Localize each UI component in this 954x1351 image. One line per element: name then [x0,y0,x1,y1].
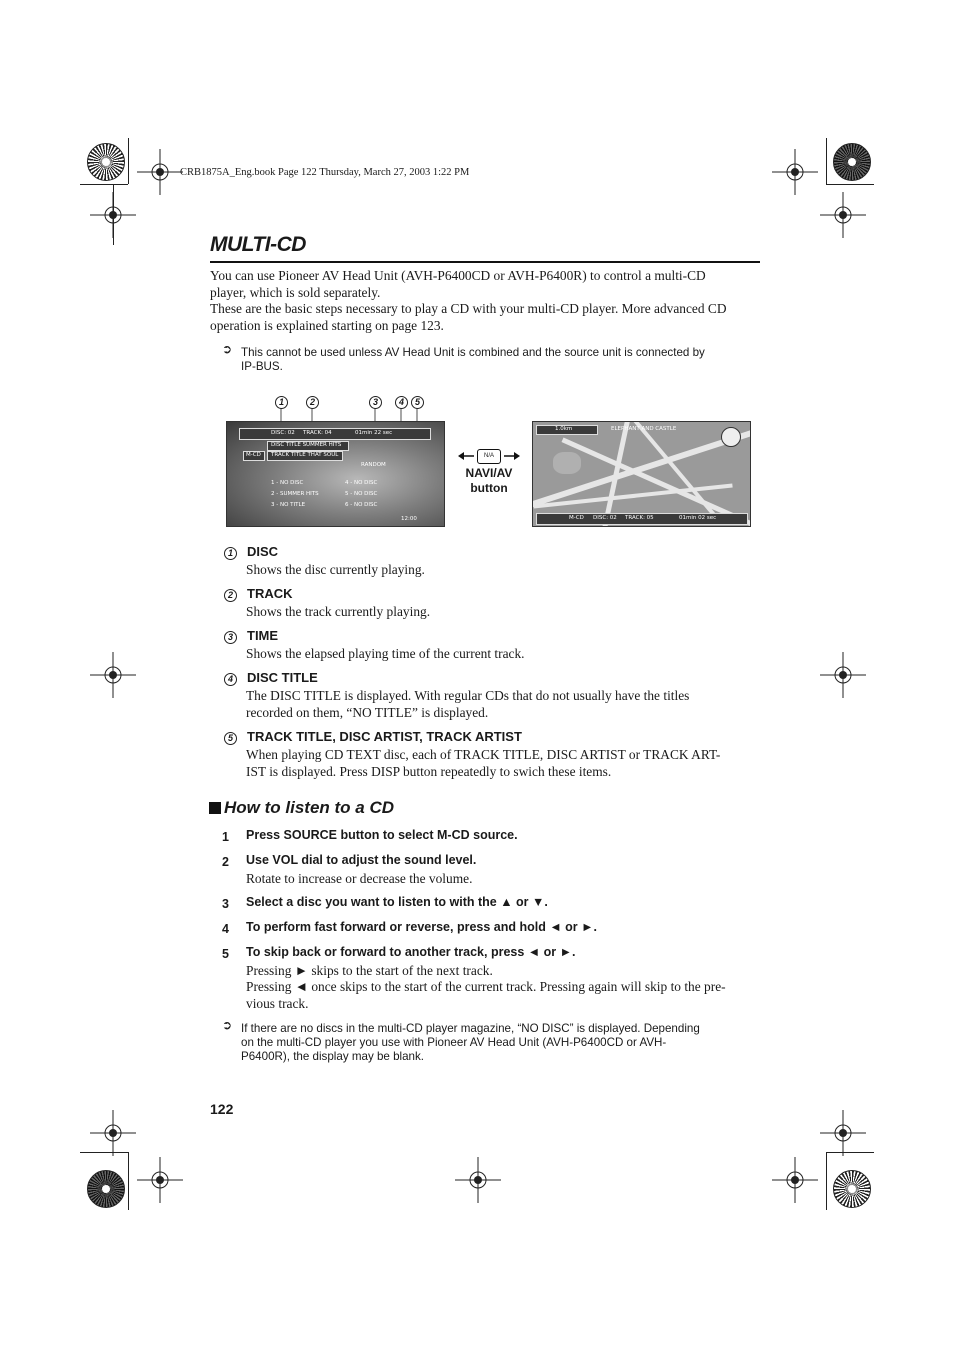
status-bar [239,428,431,440]
callout-4: 4 [395,396,408,409]
title-rule [210,261,760,263]
step-item [222,895,548,913]
note-line: P6400R), the display may be blank. [241,1050,425,1063]
registration-sunburst-icon [833,1170,871,1208]
intro-line: operation is explained starting on page 123. [210,317,444,333]
registration-sunburst-icon [87,1170,125,1208]
intro-line: You can use Pioneer AV Head Unit (AVH-P6400CD or AVH-P6400R) to control a multi-CD [210,268,706,283]
item-number: 3 [224,631,237,644]
step-number: 5 [222,947,229,961]
subsection-heading [209,798,394,818]
registration-sunburst-icon [87,143,125,181]
time-readout: 01min 22 sec [355,430,393,436]
description-item [224,669,766,721]
crosshair-mark-icon [820,192,866,238]
step-detail: Pressing ► skips to the start of the next track. [246,963,493,978]
random-readout: RANDOM [361,462,386,468]
note-line: This cannot be used unless AV Head Unit is combined and the source unit is connected by [241,346,705,359]
place-readout: ELEPHANT AND CASTLE [611,426,677,432]
item-description: IST is displayed. Press DISP button repeatedly to swich these items. [246,764,612,779]
crosshair-mark-icon [90,1110,136,1156]
item-heading: DISC [247,544,279,559]
crosshair-mark-icon [137,1157,183,1203]
step-item [222,828,518,846]
navi-av-button-icon: N/A [477,449,501,464]
item-description: When playing CD TEXT disc, each of TRACK TITLE, DISC ARTIST or TRACK ART- [246,747,721,762]
source-readout: M-CD [246,452,261,458]
crosshair-mark-icon [90,652,136,698]
crosshair-mark-icon [772,149,818,195]
step-item [222,945,726,1011]
step-item [222,920,597,938]
compass-icon [721,427,741,447]
crop-line [128,1152,129,1210]
item-heading: TRACK TITLE, DISC ARTIST, TRACK ARTIST [247,729,522,744]
item-number: 1 [224,547,237,560]
step-number: 3 [222,897,229,911]
step-item [222,853,477,886]
disc-title-readout: DISC TITLE SUMMER HITS [271,442,342,448]
step-detail: vious track. [246,996,309,1011]
crosshair-mark-icon [772,1157,818,1203]
item-description: Shows the disc currently playing. [246,562,425,577]
disc-list-item: 4 - NO DISC [345,480,378,486]
mcd-screen [226,421,445,527]
step-text: Use VOL dial to adjust the sound level. [246,853,477,867]
callout-3: 3 [369,396,382,409]
item-number: 4 [224,673,237,686]
track-readout: TRACK: 04 [303,430,332,436]
note-arrow-icon: ➲ [222,342,233,356]
item-description: Shows the elapsed playing time of the current track. [246,646,525,661]
step-number: 1 [222,830,229,844]
item-number: 5 [224,732,237,745]
disc-list-item: 1 - NO DISC [271,480,304,486]
description-item [224,543,425,578]
navi-av-label-line: NAVI/AV [465,466,513,480]
step-text: To skip back or forward to another track, press ◄ or ►. [246,945,576,959]
scale-readout: 1.0km [555,426,573,432]
step-number: 4 [222,922,229,936]
step-detail: Pressing ◄ once skips to the start of the current track. Pressing again will skip to the pre- [246,979,726,994]
map-track-readout: TRACK: 05 [625,515,654,521]
page-title: MULTI-CD [210,233,306,256]
disc-list-item: 5 - NO DISC [345,491,378,497]
map-time-readout: 01min 02 sec [679,515,717,521]
map-disc-readout: DISC: 02 [593,515,617,521]
clock-readout: 12:00 [401,516,417,522]
note-no-disc [241,1022,766,1064]
crop-line [826,138,827,184]
item-description: Shows the track currently playing. [246,604,431,619]
intro-line: player, which is sold separately. [210,284,381,300]
crop-line [826,1152,827,1210]
navi-av-label [458,466,520,495]
note-line: on the multi-CD player you use with Pioneer AV Head Unit (AVH-P6400CD or AVH- [241,1036,667,1049]
callout-5: 5 [411,396,424,409]
note-ipbus [241,346,766,374]
item-number: 2 [224,589,237,602]
crosshair-mark-icon [137,149,183,195]
crop-line [826,184,874,185]
step-number: 2 [222,855,229,869]
note-line: IP-BUS. [241,360,283,373]
square-bullet-icon [209,802,221,814]
map-park [553,452,581,474]
crop-line [80,184,128,185]
crosshair-mark-icon [820,1110,866,1156]
item-heading: TIME [247,628,279,643]
intro-paragraph [210,268,770,334]
map-screen [532,421,751,527]
crop-line [128,138,129,184]
crosshair-mark-icon [90,192,136,238]
item-heading: TRACK [247,586,293,601]
print-header: CRB1875A_Eng.book Page 122 Thursday, March 27, 2003 1:22 PM [180,167,470,178]
step-text: Select a disc you want to listen to with the ▲ or ▼. [246,895,548,909]
callout-2: 2 [306,396,319,409]
note-line: If there are no discs in the multi-CD player magazine, “NO DISC” is displayed. Depending [241,1022,700,1035]
item-description: The DISC TITLE is displayed. With regular CDs that do not usually have the titles [246,688,690,703]
step-detail: Rotate to increase or decrease the volume. [246,871,473,886]
item-description: recorded on them, “NO TITLE” is displayed. [246,705,489,720]
callout-1: 1 [275,396,288,409]
disc-readout: DISC: 02 [271,430,295,436]
description-item [224,728,766,780]
crosshair-mark-icon [455,1157,501,1203]
step-text: Press SOURCE button to select M-CD source. [246,828,518,842]
intro-line: These are the basic steps necessary to play a CD with your multi-CD player. More advanced CD [210,301,727,316]
track-title-readout: TRACK TITLE THAT SOUL [271,452,339,458]
step-text: To perform fast forward or reverse, press and hold ◄ or ►. [246,920,597,934]
disc-list-item: 3 - NO TITLE [271,502,306,508]
disc-list-item: 2 - SUMMER HITS [271,491,319,497]
subsection-title: How to listen to a CD [224,798,394,817]
crosshair-mark-icon [820,652,866,698]
map-source-readout: M-CD [569,515,584,521]
registration-sunburst-icon [833,143,871,181]
note-arrow-icon: ➲ [222,1018,233,1032]
description-item [224,585,430,620]
description-item [224,627,525,662]
disc-list-item: 6 - NO DISC [345,502,378,508]
navi-av-label-line: button [470,480,508,495]
page-number: 122 [210,1101,234,1117]
item-heading: DISC TITLE [247,670,318,685]
